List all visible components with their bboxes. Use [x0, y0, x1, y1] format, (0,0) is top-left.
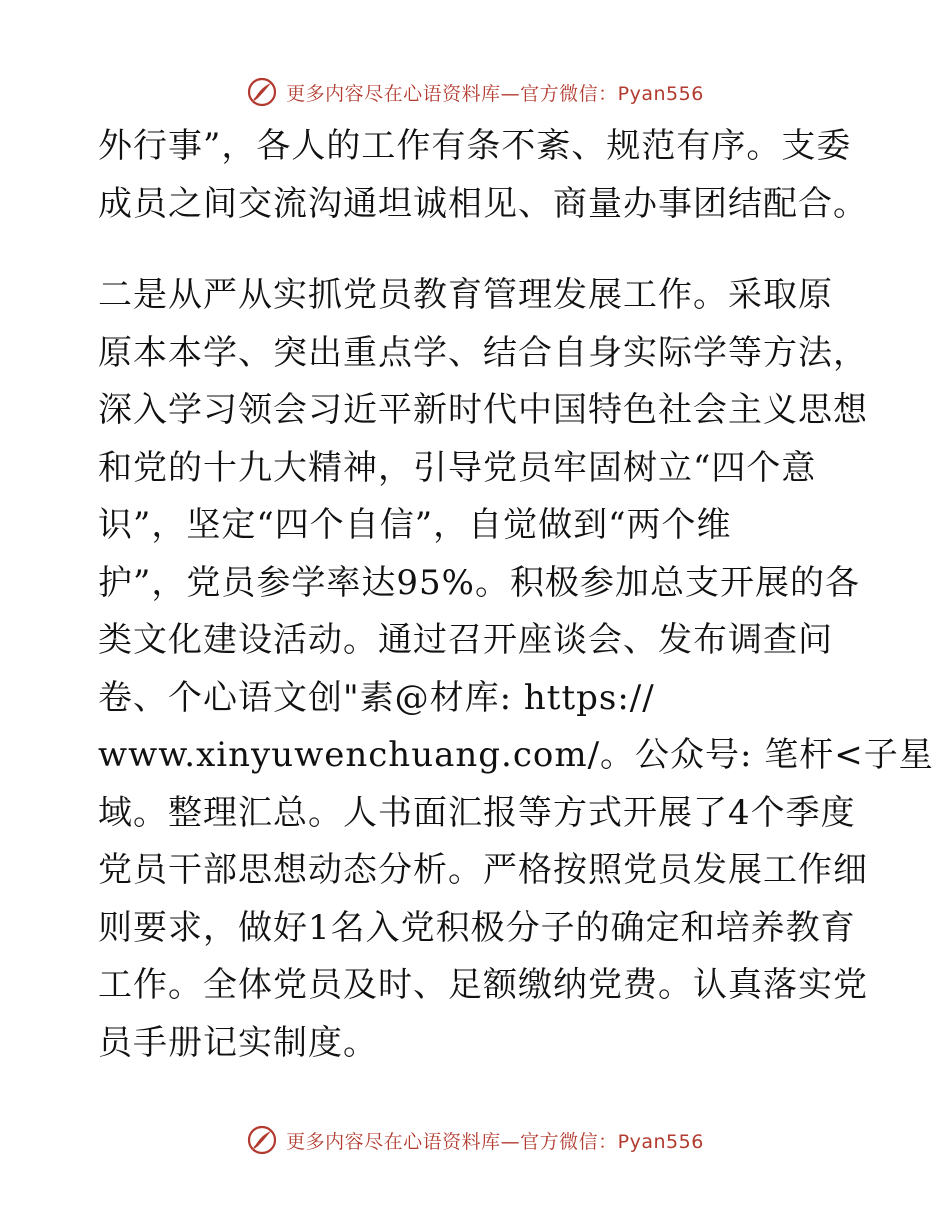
- text-line: 成员之间交流沟通坦诚相见、商量办事团结配合。: [98, 183, 868, 224]
- footer-watermark: [0, 1118, 950, 1162]
- quill-seal-icon: [246, 76, 278, 108]
- text-line: 外行事”，各人的工作有条不紊、规范有序。支委: [98, 126, 852, 166]
- quill-seal-icon: [246, 1124, 278, 1156]
- paragraph-1: [98, 118, 868, 233]
- text-line: www.xinyuwenchuang.com/。公众号: 笔杆<子星: [98, 735, 934, 775]
- text-line: 员手册记实制度。: [98, 1022, 378, 1063]
- text-line: 和党的十九大精神，引导党员牢固树立“四个意: [98, 447, 817, 488]
- text-line: 原本本学、突出重点学、结合自身实际学等方法，: [98, 332, 868, 373]
- text-line: 则要求，做好1名入党积极分子的确定和培养教育: [98, 907, 856, 948]
- text-line: 党员干部思想动态分析。严格按照党员发展工作细: [98, 850, 868, 890]
- header-label: 更多内容尽在心语资料库—官方微信：Pyan556: [286, 82, 704, 105]
- text-line: 护”，党员参学率达95%。积极参加总支开展的各: [98, 562, 860, 603]
- header-watermark: [0, 70, 950, 114]
- paragraph-gap: [98, 233, 858, 267]
- footer-label: 更多内容尽在心语资料库—官方微信：Pyan556: [286, 1130, 704, 1153]
- paragraph-2: [98, 267, 934, 1072]
- text-line: 域。整理汇总。人书面汇报等方式开展了4个季度: [98, 792, 856, 833]
- text-line: 类文化建设活动。通过召开座谈会、发布调查问: [98, 620, 833, 660]
- text-line: 卷、个心语文创"素@材库: https://: [98, 677, 655, 718]
- text-line: 二是从严从实抓党员教育管理发展工作。采取原: [98, 275, 833, 315]
- text-line: 识”，坚定“四个自信”，自觉做到“两个维: [98, 505, 732, 545]
- text-line: 工作。全体党员及时、足额缴纳党费。认真落实党: [98, 965, 868, 1005]
- text-line: 深入学习领会习近平新时代中国特色社会主义思想: [98, 390, 868, 430]
- document-body: [98, 118, 934, 1072]
